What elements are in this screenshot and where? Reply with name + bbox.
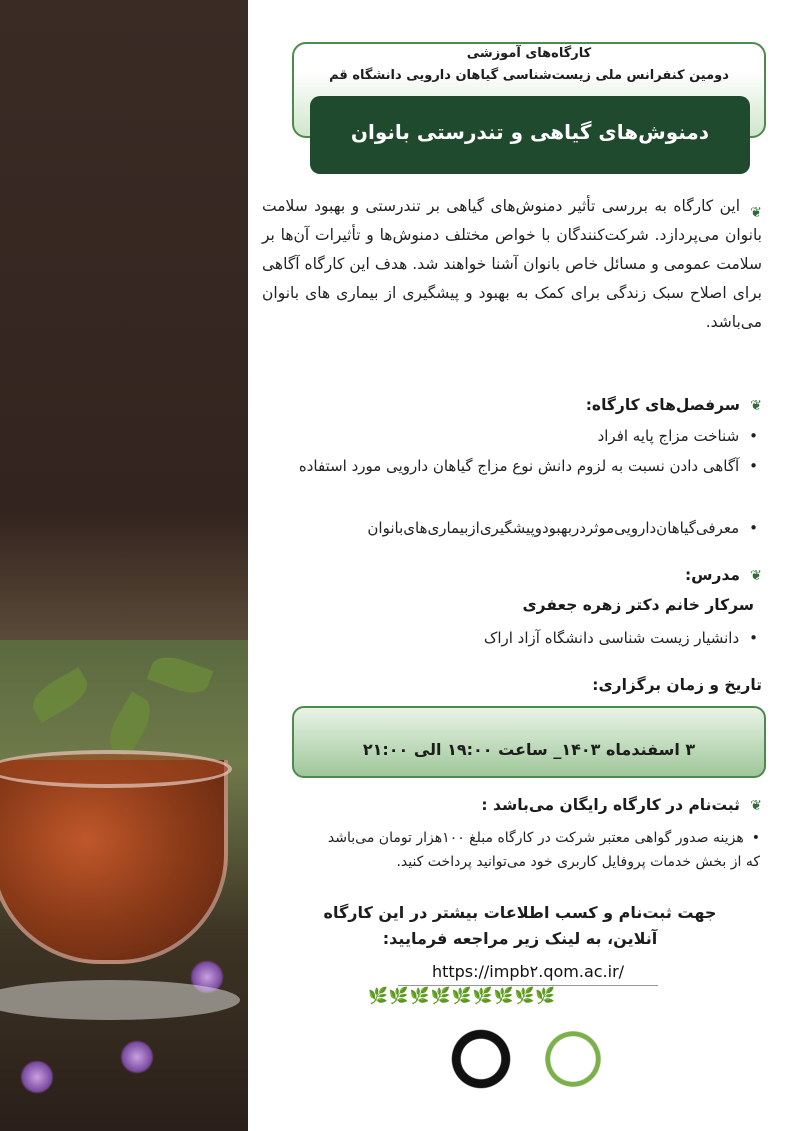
wheat-divider-icon: 🌿🌿🌿🌿🌿🌿🌿🌿🌿 — [368, 986, 557, 1005]
conference-name: دومین کنفرانس ملی زیست‌شناسی گیاهان دارویی دانشگاه قم — [329, 68, 729, 83]
fee-note-line1: هزینه صدور گواهی معتبر شرکت در کارگاه مبلغ ۱۰۰هزار تومان می‌باشد — [327, 830, 744, 846]
fee-note — [328, 826, 760, 850]
university-logo — [446, 1024, 516, 1094]
registration-heading — [481, 796, 762, 814]
intro-paragraph — [262, 192, 762, 337]
topics-heading — [586, 396, 762, 414]
event-subtitle: کارگاه‌های آموزشی — [466, 46, 592, 61]
leaf-image — [102, 692, 158, 759]
bullet-dot: • — [751, 830, 760, 846]
decorative-side-panel — [0, 0, 248, 1131]
topic-item: • معرفی‌گیاهان‌دارویی‌موثردربهبودوپیشگیری‌ازبیماری‌های‌بانوان — [298, 514, 758, 543]
leaf-image — [147, 651, 214, 700]
topic-item: • آگاهی دادن نسبت به لزوم دانش نوع مزاج گیاهان دارویی مورد استفاده — [298, 452, 758, 481]
intro-text: این کارگاه به بررسی تأثیر دمنوش‌های گیاهی بر تندرستی و بهبود سلامت بانوان می‌پردازد. شرکت‌کنندگان با خواص مختلف دمنوش‌ها و تأثیرات آن‌ها بر سلامت عمومی و مسائل خاص بانوان آشنا خواهند شد. هدف این کارگاه آگاهی برای اصلاح سبک زندگی برای کمک به بهبود و پیشگیری از بیماری های بانوان می‌باشد. — [262, 197, 762, 331]
content-area — [248, 0, 800, 1131]
fee-note-line2: که از بخش خدمات پروفایل کاربری خود می‌توانید پرداخت کنید. — [396, 854, 760, 870]
schedule-heading: تاریخ و زمان برگزاری: — [592, 676, 762, 694]
leaf-icon: ❦ — [750, 204, 762, 221]
leaf-icon: ❦ — [750, 567, 762, 584]
teacher-role: • دانشیار زیست شناسی دانشگاه آزاد اراک — [484, 624, 758, 653]
schedule-value: ۳ اسفندماه ۱۴۰۳_ ساعت ۱۹:۰۰ الی ۲۱:۰۰ — [362, 740, 696, 759]
registration-heading-text: ثبت‌نام در کارگاه رایگان می‌باشد : — [481, 796, 740, 814]
leaf-icon: ❦ — [750, 797, 762, 814]
leaf-icon: ❦ — [750, 397, 762, 414]
teacher-heading — [685, 566, 762, 584]
workshop-title: دمنوش‌های گیاهی و تندرستی بانوان — [350, 120, 710, 144]
conference-logo — [538, 1024, 608, 1094]
flower-image — [120, 1040, 154, 1074]
topics-heading-text: سرفصل‌های کارگاه: — [585, 396, 740, 414]
teacher-name: سرکار خانم دکتر زهره جعفری — [522, 596, 754, 614]
teacher-heading-text: مدرس: — [684, 566, 740, 584]
workshop-title-box — [310, 96, 750, 174]
registration-link[interactable]: https://impb۲.qom.ac.ir/ — [398, 962, 658, 986]
topic-item: • شناخت مزاج پایه افراد — [298, 422, 758, 451]
leaf-image — [27, 667, 94, 723]
registration-cta: جهت ثبت‌نام و کسب اطلاعات بیشتر در این کارگاه آنلاین، به لینک زیر مراجعه فرمایید: — [323, 903, 717, 948]
schedule-box — [292, 706, 766, 778]
dark-background — [0, 0, 248, 640]
tea-cup-image — [0, 760, 228, 964]
flower-image — [20, 1060, 54, 1094]
